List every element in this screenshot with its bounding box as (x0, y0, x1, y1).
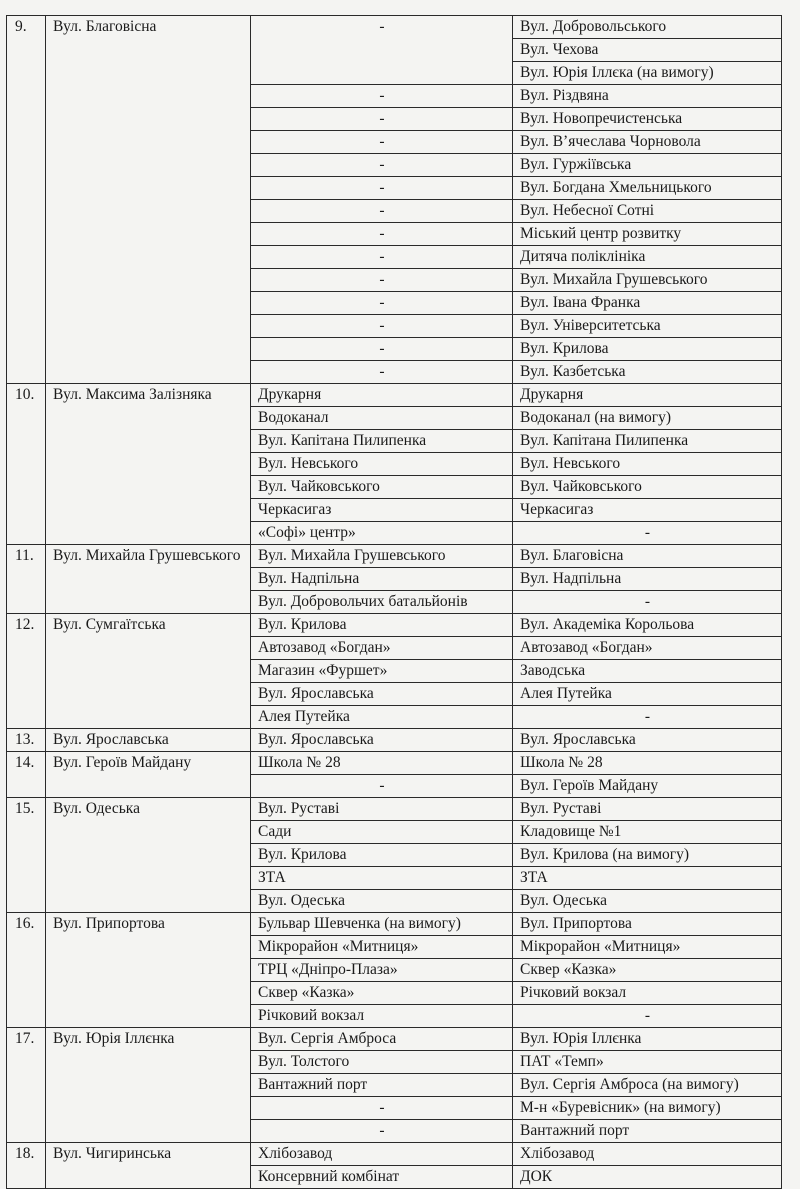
stop-direction-1: - (251, 775, 513, 798)
stop-direction-1: «Софі» центр» (251, 522, 513, 545)
route-street: Вул. Припортова (46, 913, 251, 1028)
stop-direction-1: Вул. Крилова (251, 844, 513, 867)
route-number: 10. (7, 384, 46, 545)
stop-direction-1: Вул. Одеська (251, 890, 513, 913)
stop-direction-2: Вул. Університетська (513, 315, 782, 338)
stop-direction-1: - (251, 361, 513, 384)
stop-direction-2: Автозавод «Богдан» (513, 637, 782, 660)
stop-direction-2: Школа № 28 (513, 752, 782, 775)
stop-direction-2: Вул. Капітана Пилипенка (513, 430, 782, 453)
stop-direction-2: Вул. Гуржіївська (513, 154, 782, 177)
stop-direction-2: Вул. Новопречистенська (513, 108, 782, 131)
stop-direction-2: - (513, 1005, 782, 1028)
stop-direction-2: Вул. Казбетська (513, 361, 782, 384)
route-number: 16. (7, 913, 46, 1028)
stop-direction-2: Вул. Надпільна (513, 568, 782, 591)
stop-direction-2: - (513, 591, 782, 614)
route-street: Вул. Ярославська (46, 729, 251, 752)
stop-direction-2: Кладовище №1 (513, 821, 782, 844)
stop-direction-1: Мікрорайон «Митниця» (251, 936, 513, 959)
stop-direction-2: Міський центр розвитку (513, 223, 782, 246)
table-row (7, 614, 782, 637)
stop-direction-1: Автозавод «Богдан» (251, 637, 513, 660)
stop-direction-2: Річковий вокзал (513, 982, 782, 1005)
stop-direction-1: Консервний комбінат (251, 1166, 513, 1189)
stop-direction-2: Вул. Михайла Грушевського (513, 269, 782, 292)
stop-direction-2: Друкарня (513, 384, 782, 407)
stop-direction-2: Вул. Одеська (513, 890, 782, 913)
stop-direction-2: Вул. Різдвяна (513, 85, 782, 108)
stop-direction-1: Вул. Ярославська (251, 683, 513, 706)
stop-direction-1: - (251, 177, 513, 200)
stop-direction-1: Сквер «Казка» (251, 982, 513, 1005)
stop-direction-2: Заводська (513, 660, 782, 683)
route-street: Вул. Юрія Іллєнка (46, 1028, 251, 1143)
route-street: Вул. Михайла Грушевського (46, 545, 251, 614)
stop-direction-2: Вул. Небесної Сотні (513, 200, 782, 223)
stop-direction-2: ПАТ «Темп» (513, 1051, 782, 1074)
stop-direction-2: ДОК (513, 1166, 782, 1189)
stop-direction-2: Вул. Богдана Хмельницького (513, 177, 782, 200)
stop-direction-1: - (251, 1120, 513, 1143)
stop-direction-1: - (251, 292, 513, 315)
route-street: Вул. Благовісна (46, 16, 251, 384)
stop-direction-2: Вул. Чайковського (513, 476, 782, 499)
stop-direction-2: - (513, 706, 782, 729)
stop-direction-1: ТРЦ «Дніпро-Плаза» (251, 959, 513, 982)
stop-direction-1: - (251, 85, 513, 108)
stop-direction-1: - (251, 338, 513, 361)
route-street: Вул. Героїв Майдану (46, 752, 251, 798)
table-row (7, 729, 782, 752)
stop-direction-1: Бульвар Шевченка (на вимогу) (251, 913, 513, 936)
stop-direction-1: Вул. Добровольчих батальйонів (251, 591, 513, 614)
stop-direction-1: Вул. Невського (251, 453, 513, 476)
route-number: 18. (7, 1143, 46, 1189)
table-row (7, 798, 782, 821)
stop-direction-2: М-н «Буревісник» (на вимогу) (513, 1097, 782, 1120)
stop-direction-1: Школа № 28 (251, 752, 513, 775)
stop-direction-2: Вул. Академіка Корольова (513, 614, 782, 637)
stop-direction-1: Алея Путейка (251, 706, 513, 729)
stop-direction-1: Річковий вокзал (251, 1005, 513, 1028)
route-street: Вул. Чигиринська (46, 1143, 251, 1189)
stop-direction-1: - (251, 315, 513, 338)
route-number: 15. (7, 798, 46, 913)
route-street: Вул. Одеська (46, 798, 251, 913)
stop-direction-2: Вул. Припортова (513, 913, 782, 936)
table-row (7, 384, 782, 407)
bus-stops-table (6, 15, 782, 1189)
stop-direction-2: Вул. Добровольського (513, 16, 782, 39)
stop-direction-2: Водоканал (на вимогу) (513, 407, 782, 430)
stop-direction-1: Вул. Капітана Пилипенка (251, 430, 513, 453)
stop-direction-1: - (251, 154, 513, 177)
stop-direction-2: Дитяча поліклініка (513, 246, 782, 269)
stop-direction-2: Черкасигаз (513, 499, 782, 522)
stop-direction-1: Вул. Руставі (251, 798, 513, 821)
stop-direction-1: Сади (251, 821, 513, 844)
stop-direction-1: Вул. Ярославська (251, 729, 513, 752)
stop-direction-1: Черкасигаз (251, 499, 513, 522)
route-street: Вул. Максима Залізняка (46, 384, 251, 545)
route-number: 14. (7, 752, 46, 798)
stop-direction-2: Вул. Крилова (на вимогу) (513, 844, 782, 867)
stop-direction-2: Вул. Юрія Іллєка (на вимогу) (513, 62, 782, 85)
stop-direction-1: Хлібозавод (251, 1143, 513, 1166)
stop-direction-1: - (251, 223, 513, 246)
stop-direction-2: Вул. Невського (513, 453, 782, 476)
route-street: Вул. Сумгаїтська (46, 614, 251, 729)
table-row (7, 16, 782, 39)
stop-direction-2: Вул. Івана Франка (513, 292, 782, 315)
stop-direction-1: - (251, 269, 513, 292)
stop-direction-2: Мікрорайон «Митниця» (513, 936, 782, 959)
table-row (7, 913, 782, 936)
stop-direction-1: - (251, 108, 513, 131)
stop-direction-2: Вул. В’ячеслава Чорновола (513, 131, 782, 154)
stop-direction-1: Вантажний порт (251, 1074, 513, 1097)
table-body (7, 16, 782, 1189)
stop-direction-2: Вул. Ярославська (513, 729, 782, 752)
stop-direction-1: - (251, 200, 513, 223)
stop-direction-1: Вул. Сергія Амброса (251, 1028, 513, 1051)
stop-direction-2: Вул. Чехова (513, 39, 782, 62)
stop-direction-1: ЗТА (251, 867, 513, 890)
stop-direction-2: - (513, 522, 782, 545)
stop-direction-1: - (251, 246, 513, 269)
stop-direction-1: Вул. Толстого (251, 1051, 513, 1074)
stop-direction-2: Вул. Благовісна (513, 545, 782, 568)
stop-direction-2: Вантажний порт (513, 1120, 782, 1143)
stop-direction-1: Магазин «Фуршет» (251, 660, 513, 683)
stop-direction-2: Сквер «Казка» (513, 959, 782, 982)
stop-direction-1: Водоканал (251, 407, 513, 430)
route-number: 17. (7, 1028, 46, 1143)
table-row (7, 752, 782, 775)
table-row (7, 545, 782, 568)
stop-direction-2: Вул. Руставі (513, 798, 782, 821)
stop-direction-1: - (251, 1097, 513, 1120)
stop-direction-2: Хлібозавод (513, 1143, 782, 1166)
stop-direction-2: ЗТА (513, 867, 782, 890)
route-number: 9. (7, 16, 46, 384)
table-row (7, 1028, 782, 1051)
stop-direction-1: - (251, 16, 513, 85)
stop-direction-1: Вул. Михайла Грушевського (251, 545, 513, 568)
route-number: 11. (7, 545, 46, 614)
stop-direction-2: Вул. Юрія Іллєнка (513, 1028, 782, 1051)
route-number: 13. (7, 729, 46, 752)
stop-direction-2: Алея Путейка (513, 683, 782, 706)
stop-direction-1: Друкарня (251, 384, 513, 407)
stop-direction-1: Вул. Чайковського (251, 476, 513, 499)
table-row (7, 1143, 782, 1166)
stop-direction-1: Вул. Крилова (251, 614, 513, 637)
stop-direction-1: Вул. Надпільна (251, 568, 513, 591)
stop-direction-1: - (251, 131, 513, 154)
stop-direction-2: Вул. Героїв Майдану (513, 775, 782, 798)
route-number: 12. (7, 614, 46, 729)
stop-direction-2: Вул. Сергія Амброса (на вимогу) (513, 1074, 782, 1097)
stop-direction-2: Вул. Крилова (513, 338, 782, 361)
